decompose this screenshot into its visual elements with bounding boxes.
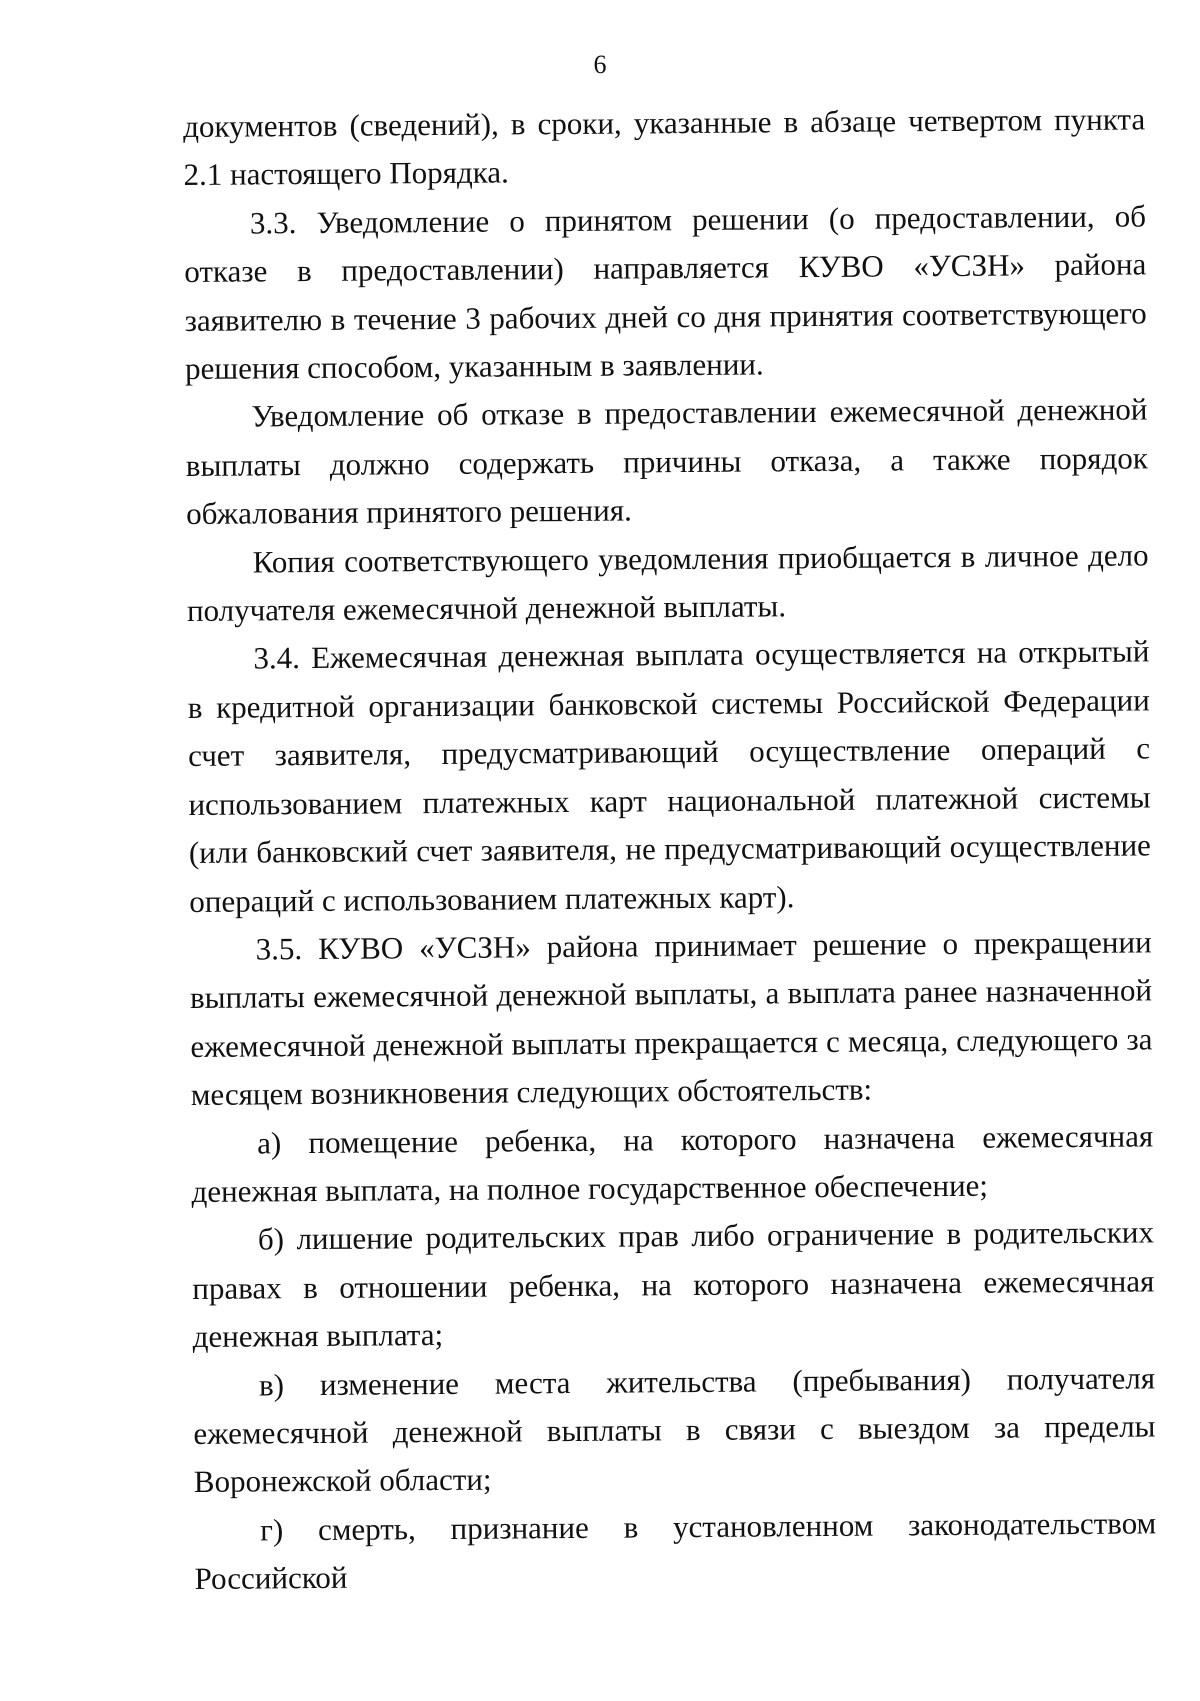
paragraph-refusal-notice: Уведомление об отказе в предоставлении ежемесячной денежной выплаты должно содержать причины отказа, а также порядок обжалования принятого решения. [185, 391, 1148, 532]
list-item-g: г) смерть, признание в установленном законодательством Российской [194, 1505, 1157, 1597]
page-number: 6 [593, 50, 607, 79]
paragraph-3-4: 3.4. Ежемесячная денежная выплата осуществляется на открытый в кредитной организации банковской системы Российской Федерации счет заявителя, предусматривающий осуществление операций с использованием платежных карт национальной платежной системы (или банковский счет заявителя, не предусматривающий осуществление операций с использованием платежных карт). [187, 633, 1151, 919]
paragraph-3-5: 3.5. КУВО «УСЗН» района принимает решение о прекращении выплаты ежемесячной денежной выплаты, а выплата ранее назначенной ежемесячной денежной выплаты прекращается с месяца, следующего за месяцем возникновения следующих обстоятельств: [189, 924, 1153, 1113]
list-item-v: в) изменение места жительства (пребывания) получателя ежемесячной денежной выплаты в связи с выездом за пределы Воронежской области; [193, 1359, 1156, 1500]
paragraph-continuation: документов (сведений), в сроки, указанные в абзаце четвертом пункта 2.1 настоящего Порядка. [183, 101, 1146, 193]
paragraph-notice-copy: Копия соответствующего уведомления приобщается в личное дело получателя ежемесячной денежной выплаты. [186, 537, 1149, 629]
paragraph-3-3: 3.3. Уведомление о принятом решении (о предоставлении, об отказе в предоставлении) направляется КУВО «УСЗН» района заявителю в течение 3 рабочих дней со дня принятия соответствующего решения способом, указанным в заявлении. [184, 198, 1147, 387]
list-item-b: б) лишение родительских прав либо ограничение в родительских правах в отношении ребенка, на которого назначена ежемесячная денежная выплата; [192, 1214, 1155, 1355]
list-item-a: а) помещение ребенка, на которого назначена ежемесячная денежная выплата, на полное государственное обеспечение; [191, 1117, 1154, 1209]
document-body [183, 95, 1157, 1603]
